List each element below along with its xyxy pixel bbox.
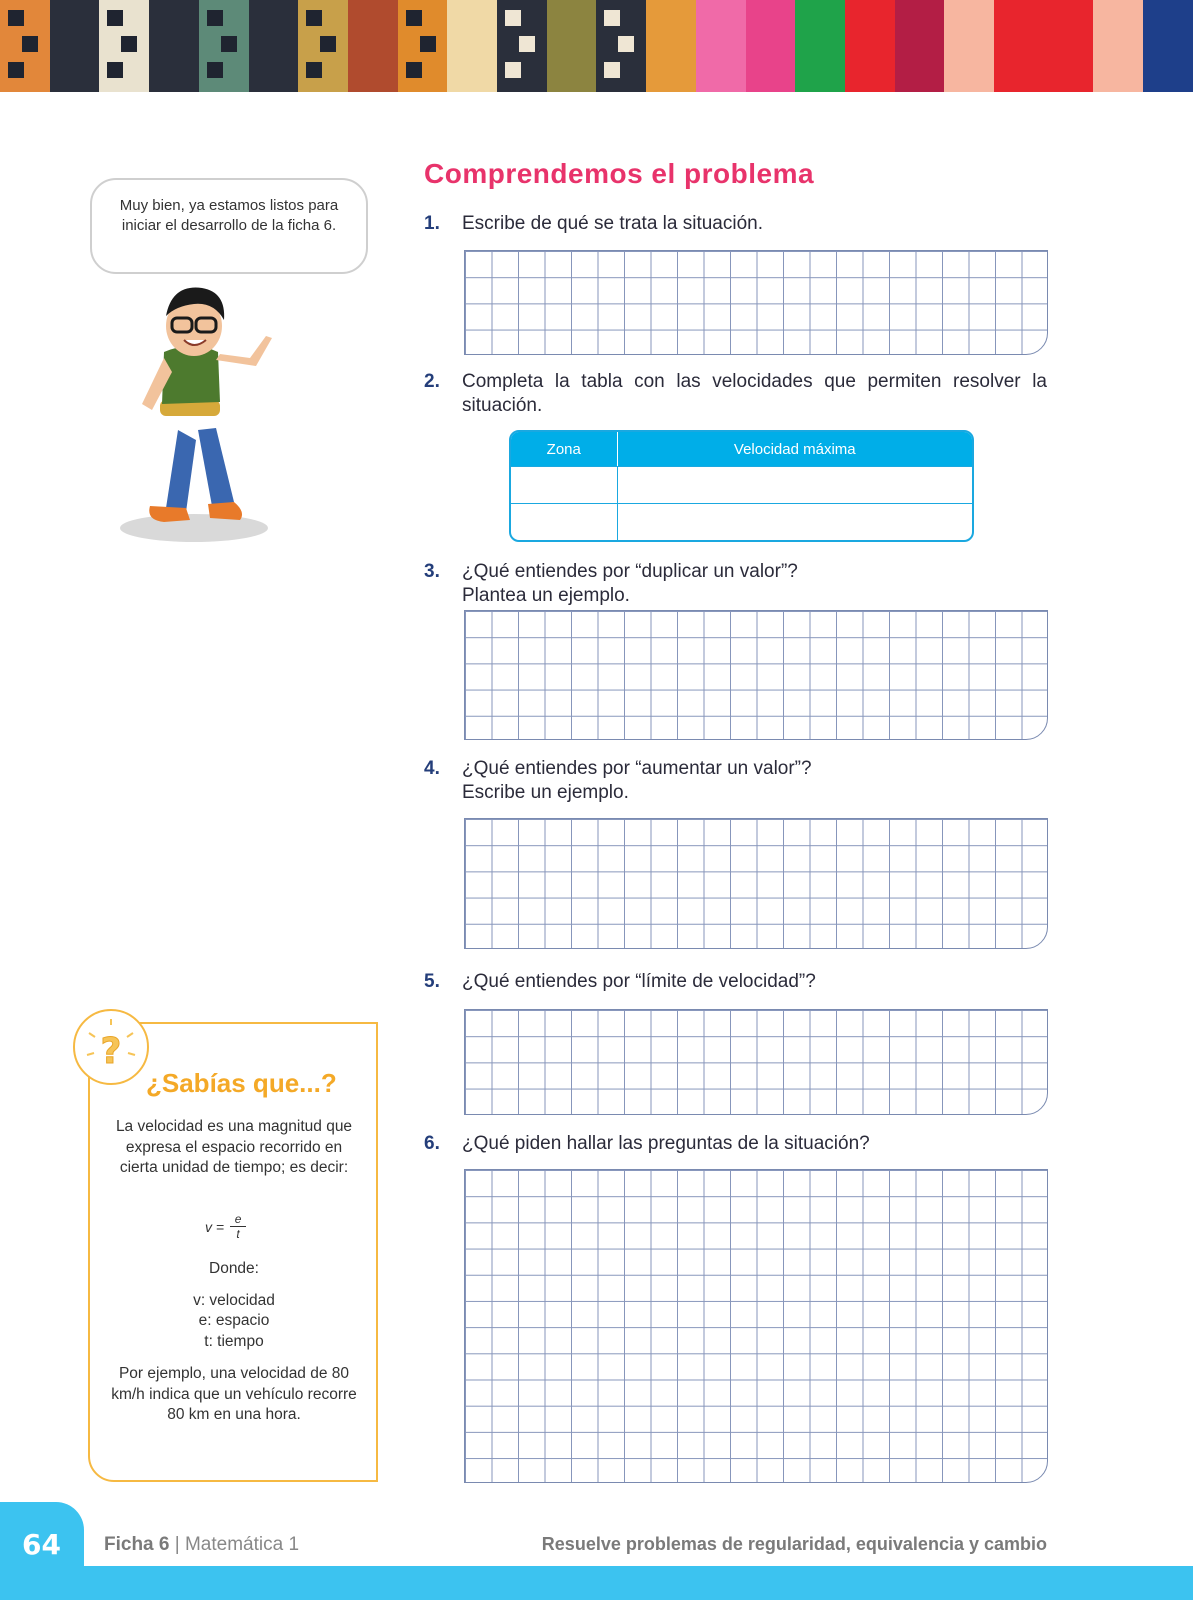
sabias-que-title: ¿Sabías que...? (146, 1068, 337, 1098)
banner-stripe (398, 0, 448, 92)
banner-motif (306, 62, 322, 78)
banner-motif (618, 36, 634, 52)
banner-stripe (845, 0, 895, 92)
banner-stripe (249, 0, 299, 92)
svg-text:?: ? (100, 1031, 122, 1072)
banner-stripe (497, 0, 547, 92)
banner-stripe (547, 0, 597, 92)
table-cell[interactable] (618, 503, 972, 540)
table-header-zona: Zona (511, 432, 618, 466)
banner-stripe (1044, 0, 1094, 92)
sabias-example: Por ejemplo, una velocidad de 80 km/h indica que un vehículo recorre 80 km en una hora. (111, 1365, 357, 1423)
table-cell[interactable] (511, 466, 618, 503)
banner-motif (505, 62, 521, 78)
banner-stripe (696, 0, 746, 92)
question-1 (424, 212, 763, 236)
question-text: ¿Qué piden hallar las preguntas de la situación? (462, 1133, 870, 1154)
banner-stripe (895, 0, 945, 92)
banner-motif (107, 62, 123, 78)
banner-motif (320, 36, 336, 52)
banner-stripe (746, 0, 796, 92)
table-header-velocidad: Velocidad máxima (618, 432, 972, 466)
footer-ficha-label: Ficha 6 (104, 1534, 170, 1555)
table-row (511, 466, 972, 503)
question-text-line-2: Escribe un ejemplo. (462, 782, 629, 803)
formula-denominator: t (236, 1227, 240, 1241)
sabias-intro: La velocidad es una magnitud que expresa el espacio recorrido en cierta unidad de tiempo; es decir: (115, 1118, 353, 1176)
answer-grid-4[interactable] (464, 818, 1048, 949)
banner-stripe (646, 0, 696, 92)
banner-motif (505, 10, 521, 26)
sabias-donde: Donde: (209, 1260, 259, 1277)
banner-stripe (50, 0, 100, 92)
question-number: 4. (424, 758, 440, 779)
banner-stripe (149, 0, 199, 92)
sabias-def-t: t: tiempo (204, 1333, 264, 1350)
banner-motif (306, 10, 322, 26)
velocity-formula (205, 1212, 246, 1241)
banner-stripe (994, 0, 1044, 92)
question-2 (424, 370, 1047, 418)
banner-stripe (348, 0, 398, 92)
banner-stripe (0, 0, 50, 92)
decorative-banner (0, 0, 1193, 92)
banner-stripe (944, 0, 994, 92)
table-cell[interactable] (618, 466, 972, 503)
banner-motif (8, 62, 24, 78)
question-5 (424, 970, 816, 994)
speech-bubble-text: Muy bien, ya estamos listos para iniciar el desarrollo de la ficha 6. (119, 197, 339, 234)
banner-stripe (99, 0, 149, 92)
banner-stripe (1143, 0, 1193, 92)
question-text: Escribe de qué se trata la situación. (462, 213, 764, 234)
banner-stripe (596, 0, 646, 92)
banner-stripe (795, 0, 845, 92)
question-text: ¿Qué entiendes por “duplicar un valor”? (462, 561, 798, 582)
banner-stripe (1093, 0, 1143, 92)
question-text: ¿Qué entiendes por “aumentar un valor”? (462, 758, 812, 779)
question-mark-icon (75, 1011, 147, 1083)
footer-separator: | (174, 1534, 180, 1555)
question-6 (424, 1132, 870, 1156)
banner-stripe (447, 0, 497, 92)
speech-bubble (90, 178, 368, 274)
banner-motif (207, 62, 223, 78)
formula-fraction (230, 1212, 246, 1241)
question-text: Completa la tabla con las velocidades que permiten resolver la situación. (462, 371, 1047, 416)
banner-motif (519, 36, 535, 52)
section-title: Comprendemos el problema (424, 158, 815, 189)
banner-motif (406, 62, 422, 78)
banner-stripe (199, 0, 249, 92)
formula-lhs: v = (205, 1218, 225, 1235)
answer-grid-6[interactable] (464, 1169, 1048, 1483)
sabias-def-e: e: espacio (198, 1312, 270, 1329)
question-number: 1. (424, 213, 440, 234)
formula-numerator: e (234, 1212, 242, 1226)
banner-motif (221, 36, 237, 52)
sabias-que-badge (73, 1009, 149, 1085)
banner-motif (420, 36, 436, 52)
banner-motif (604, 10, 620, 26)
banner-motif (8, 10, 24, 26)
question-number: 3. (424, 561, 440, 582)
banner-motif (22, 36, 38, 52)
answer-grid-3[interactable] (464, 610, 1048, 740)
footer-competency: Resuelve problemas de regularidad, equivalencia y cambio (541, 1534, 1047, 1554)
speed-table (509, 430, 974, 542)
banner-motif (604, 62, 620, 78)
student-character-illustration (116, 280, 286, 550)
footer-ficha (104, 1534, 299, 1556)
answer-grid-5[interactable] (464, 1009, 1048, 1115)
banner-stripe (298, 0, 348, 92)
question-text: ¿Qué entiendes por “límite de velocidad”? (462, 971, 816, 992)
banner-motif (406, 10, 422, 26)
banner-motif (207, 10, 223, 26)
page-number: 64 (22, 1528, 61, 1561)
question-text-line-2: Plantea un ejemplo. (462, 585, 630, 606)
sabias-def-v: v: velocidad (193, 1292, 275, 1309)
table-cell[interactable] (511, 503, 618, 540)
question-number: 6. (424, 1133, 440, 1154)
footer-subject: Matemática 1 (184, 1534, 300, 1555)
banner-motif (107, 10, 123, 26)
footer-band (0, 1566, 1193, 1600)
question-number: 5. (424, 971, 440, 992)
question-4 (424, 757, 812, 805)
answer-grid-1[interactable] (464, 250, 1048, 355)
question-3 (424, 560, 798, 608)
question-number: 2. (424, 371, 440, 392)
table-row (511, 503, 972, 540)
banner-motif (121, 36, 137, 52)
